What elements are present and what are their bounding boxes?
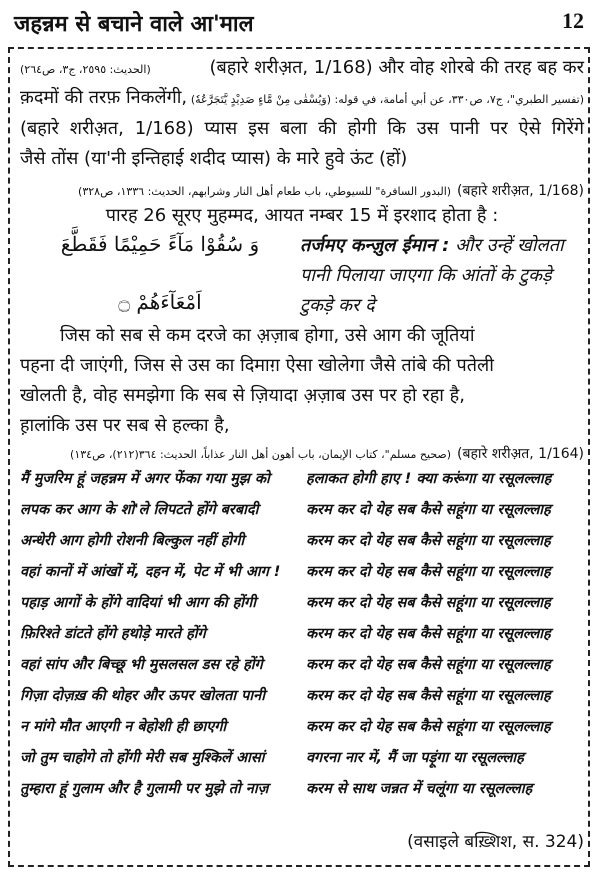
translation-label: तर्जमए कन्ज़ुल ईमान : <box>300 235 450 256</box>
couplet-first-half: वहां कानों में आंखों में, दहन में, पेट में भी आग ! <box>20 564 281 580</box>
paragraph-line-4 <box>20 414 584 438</box>
reference-line-3 <box>20 442 584 467</box>
couplet-row <box>20 654 584 676</box>
paragraph-text: ह़ालांकि उस पर सब से हल्का है, <box>20 415 230 436</box>
paragraph-line-2 <box>20 354 584 378</box>
text-line-2 <box>20 86 584 112</box>
translation-line-2: पानी पिलाया जाएगा कि आंतों के टुकड़े <box>300 265 552 286</box>
paragraph-text: खोलती है, वोह समझेगा कि सब से ज़ियादा अ़ज़ाब उस पर हो रहा है, <box>20 385 465 406</box>
couplet-row <box>20 592 584 614</box>
couplet-row <box>20 623 584 645</box>
couplet-second-half: वगरना नार में, मैं जा पड़ूंगा या रसूलल्लाह <box>306 750 524 766</box>
text-line-4 <box>20 147 584 171</box>
line-text: (बहारे शरीअ़त, 1/168) प्यास इस बला की होगी कि उस पानी पर ऐसे गिरेंगे <box>20 118 584 139</box>
couplet-row <box>20 561 584 583</box>
couplet-first-half: पहाड़ आगों के होंगे वादियां भी आग की होंगी <box>20 595 256 611</box>
couplet-first-half: न मांगे मौत आएगी न बेहोशी ही छाएगी <box>20 719 227 735</box>
couplet-first-half: जो तुम चाहोगे तो होंगी मेरी सब मुश्किलें आसां <box>20 750 265 766</box>
couplet-second-half: करम कर दो येह सब कैसे सहूंगा या रसूलल्लाह <box>306 564 551 580</box>
reference-text: (बहारे शरीअ़त, 1/168) <box>457 183 584 199</box>
paragraph-text: जिस को सब से कम दरजे का अ़ज़ाब होगा, उसे आग की जूतियां <box>60 325 475 346</box>
arabic-reference: (صحيح مسلم"، كتاب الإيمان، باب أهون أهل النار عذاباً، الحديث: ٣٦٤(٢١٢)، ص١٣٤) <box>70 448 452 461</box>
ayah-line-2: اَمْعَآءَهُمْ ۝ <box>118 290 202 314</box>
ayah-line-1: وَ سُقُوْا مَآءً حَمِيْمًا فَقَطَّعَ <box>60 232 260 256</box>
couplet-second-half: करम कर दो येह सब कैसे सहूंगा या रसूलल्लाह <box>306 626 551 642</box>
couplet-row <box>20 778 584 800</box>
paragraph-text: पहना दी जाएंगी, जिस से उस का दिमाग़ ऐसा खोलेगा जैसे तांबे की पतेली <box>20 355 494 376</box>
line-text: क़दमों की तरफ़ निकलेंगी, <box>20 87 188 108</box>
couplet-first-half: वहां सांप और बिच्छू भी मुसलसल डस रहे होंगे <box>20 657 263 673</box>
line-text: (बहारे शरीअ़त, 1/168) और वोह शोरबे की तरह बह कर <box>209 57 584 78</box>
reference-line-2 <box>20 179 584 204</box>
arabic-reference: (تفسير الطبري"، ج٧، ص٣٣٠، عن أبي أمامة، في قوله: (وَيُسْقٰى مِنْ مَّاءٍ صَدِيْدٍ يَّتَجَرَّعُهٗ) <box>190 93 584 106</box>
couplet-second-half: करम कर दो येह सब कैसे सहूंगा या रसूलल्लाह <box>306 719 551 735</box>
couplet-first-half: अन्धेरी आग होगी रोशनी बिल्कुल नहीं होगी <box>20 533 245 549</box>
couplet-first-half: मैं मुजरिम हूं जहन्नम में अगर फेंका गया मुझ को <box>20 471 270 487</box>
couplet-row <box>20 747 584 769</box>
couplet-first-half: लपक कर आग के शो'ले लिपटते होंगे बरबादी <box>20 502 259 518</box>
ayah-intro-text: पारह 26 सूरए मुहम्मद, आयत नम्बर 15 में इरशाद होता है : <box>105 205 499 226</box>
couplet-second-half: करम कर दो येह सब कैसे सहूंगा या रसूलल्लाह <box>306 688 551 704</box>
poem-citation: (वसाइले बख़्शिश, स. 324) <box>407 832 584 852</box>
arabic-reference: (البدور السافرة" للسيوطي، باب طعام أهل النار وشرابهم، الحديث: ١٣٣٦، ص٣٢٨) <box>78 185 452 198</box>
couplet-first-half: गिज़ा दोज़ख़ की थोहर और ऊपर खोलता पानी <box>20 688 265 704</box>
couplet-second-half: हलाकत होगी हाए ! क्या करूंगा या रसूलल्लाह <box>306 471 552 487</box>
page-number: 12 <box>562 8 584 33</box>
translation-line-3: टुकड़े कर दे <box>300 295 375 316</box>
reference-text: (बहारे शरीअ़त, 1/164) <box>457 446 584 462</box>
arabic-reference: (الحديث: ٢٥٩٥، ج٣، ص٢٦٤) <box>20 63 151 76</box>
line-text: जैसे तोंस (या'नी इन्तिहाई शदीद प्यास) के मारे हुवे ऊंट (हों) <box>20 148 408 169</box>
page-title: जहन्नम से बचाने वाले आ'माल <box>14 12 254 37</box>
ayah-intro <box>20 204 584 228</box>
couplet-row <box>20 468 584 490</box>
couplet-row <box>20 499 584 521</box>
couplet-row <box>20 530 584 552</box>
couplet-first-half: तुम्हारा हूं गुलाम और है गुलामी पर मुझे तो नाज़ <box>20 781 269 797</box>
couplet-first-half: फ़िरिश्ते डांटते होंगे हथोड़े मारते होंगे <box>20 626 206 642</box>
translation-line-1 <box>300 234 584 258</box>
paragraph-line-3 <box>20 384 584 408</box>
couplet-second-half: करम कर दो येह सब कैसे सहूंगा या रसूलल्लाह <box>306 657 551 673</box>
paragraph-line-1 <box>20 324 584 348</box>
text-line-1 <box>20 56 584 82</box>
couplet-second-half: करम कर दो येह सब कैसे सहूंगा या रसूलल्लाह <box>306 502 551 518</box>
couplet-second-half: करम से साथ जन्नत में चलूंगा या रसूलल्लाह <box>306 781 533 797</box>
couplet-row <box>20 685 584 707</box>
couplet-second-half: करम कर दो येह सब कैसे सहूंगा या रसूलल्लाह <box>306 533 551 549</box>
translation-text: और उन्हें खोलता <box>455 235 564 256</box>
couplet-row <box>20 716 584 738</box>
couplet-second-half: करम कर दो येह सब कैसे सहूंगा या रसूलल्लाह <box>306 595 551 611</box>
text-line-3 <box>20 117 584 141</box>
